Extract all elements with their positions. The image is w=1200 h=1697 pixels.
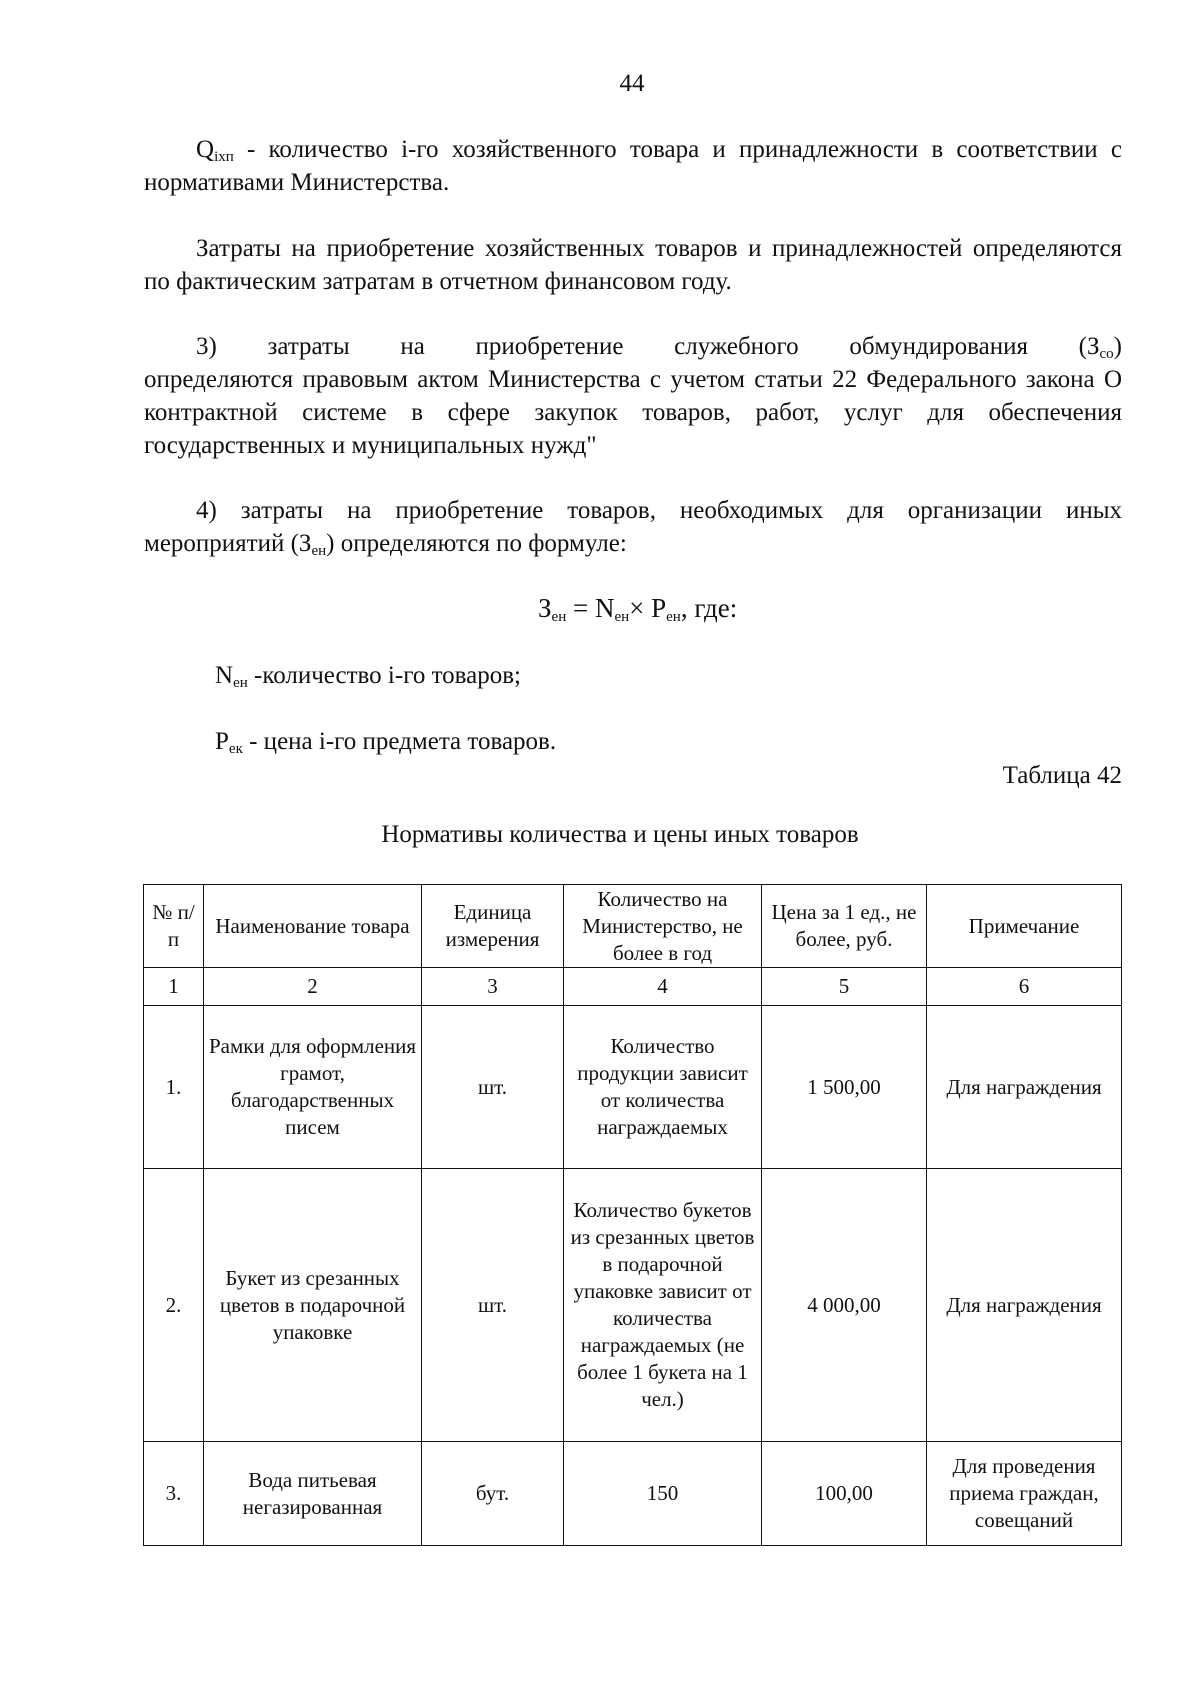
paragraph-item3-line1: [144, 330, 1122, 363]
formula-times: × P: [629, 593, 667, 623]
page-number: 44: [619, 70, 645, 97]
header-unit: Единица измерения: [422, 885, 564, 968]
qixp-symbol: Q: [196, 136, 215, 163]
cell-unit: шт.: [422, 1169, 564, 1442]
column-number: 2: [204, 968, 422, 1006]
column-number: 6: [927, 968, 1122, 1006]
item3-text-a: 3) затраты на приобретение служебного обмундирования (З: [196, 333, 1100, 360]
qixp-text: - количество i-го хозяйственного товара и принадлежности в соответствии с нормативами Министерства.: [144, 136, 1122, 196]
norms-table: [143, 884, 1122, 1546]
cell-note: Для награждения: [927, 1006, 1122, 1169]
column-number: 4: [564, 968, 762, 1006]
column-number: 5: [762, 968, 927, 1006]
header-note: Примечание: [927, 885, 1122, 968]
def-n-symbol: N: [215, 662, 234, 689]
qixp-subscript: ixп: [214, 149, 234, 165]
cell-quantity: Количество букетов из срезанных цветов в подарочной упаковке зависит от количества награждаемых (не более 1 букета на 1 чел.): [564, 1169, 762, 1442]
item4-subscript: ен: [311, 543, 327, 559]
item3-text-b: ): [1113, 333, 1122, 360]
cell-note: Для проведения приема граждан, совещаний: [927, 1442, 1122, 1546]
formula-eq: = N: [566, 593, 615, 623]
formula-tail: , где:: [680, 593, 738, 623]
header-name: Наименование товара: [204, 885, 422, 968]
paragraph-qixp: [144, 133, 1122, 199]
table-row: [144, 1442, 1122, 1546]
paragraph-household-costs: Затраты на приобретение хозяйственных товаров и принадлежностей определяются по фактическим затратам в отчетном финансовом году.: [144, 235, 1122, 295]
cell-quantity: 150: [564, 1442, 762, 1546]
cell-number: 3.: [144, 1442, 204, 1546]
def-p-symbol: P: [215, 728, 229, 755]
definition-n: [215, 662, 521, 690]
definition-p: [215, 728, 556, 756]
paragraph-item4: [144, 494, 1122, 560]
table-label: Таблица 42: [1002, 762, 1122, 789]
cell-price: 100,00: [762, 1442, 927, 1546]
header-quantity: Количество на Министерство, не более в год: [564, 885, 762, 968]
header-number: № п/п: [144, 885, 204, 968]
def-p-text: - цена i-го предмета товаров.: [242, 728, 557, 755]
item4-text-b: ) определяются по формуле:: [326, 530, 627, 557]
cell-unit: бут.: [422, 1442, 564, 1546]
cell-quantity: Количество продукции зависит от количества награждаемых: [564, 1006, 762, 1169]
cell-note: Для награждения: [927, 1169, 1122, 1442]
table-row: [144, 1006, 1122, 1169]
item4-text-a: 4) затраты на приобретение товаров, необходимых для организации иных мероприятий (З: [144, 497, 1122, 557]
cell-name: Вода питьевая негазированная: [204, 1442, 422, 1546]
cell-number: 2.: [144, 1169, 204, 1442]
formula-z: З: [538, 593, 552, 623]
header-price: Цена за 1 ед., не более, руб.: [762, 885, 927, 968]
formula-n-sub: ен: [614, 609, 630, 625]
table-header-row: [144, 885, 1122, 968]
item3-subscript: со: [1099, 346, 1114, 362]
column-number: 1: [144, 968, 204, 1006]
def-p-sub: ек: [228, 741, 243, 757]
formula-p-sub: ен: [666, 609, 681, 625]
cell-number: 1.: [144, 1006, 204, 1169]
paragraph-item3-rest: определяются правовым актом Министерства с учетом статьи 22 Федерального закона О контрактной системе в сфере закупок товаров, работ, услуг для обеспечения государственных и муниципальных нужд": [144, 366, 1122, 459]
table-title: Нормативы количества и цены иных товаров: [381, 821, 859, 848]
def-n-text: -количество i-го товаров;: [247, 662, 521, 689]
cell-price: 1 500,00: [762, 1006, 927, 1169]
cell-name: Букет из срезанных цветов в подарочной упаковке: [204, 1169, 422, 1442]
column-number: 3: [422, 968, 564, 1006]
cell-unit: шт.: [422, 1006, 564, 1169]
formula: [538, 593, 737, 624]
table-row: [144, 1169, 1122, 1442]
cell-price: 4 000,00: [762, 1169, 927, 1442]
column-number-row: [144, 968, 1122, 1006]
cell-name: Рамки для оформления грамот, благодарственных писем: [204, 1006, 422, 1169]
formula-z-sub: ен: [551, 609, 567, 625]
def-n-sub: ен: [233, 675, 248, 691]
